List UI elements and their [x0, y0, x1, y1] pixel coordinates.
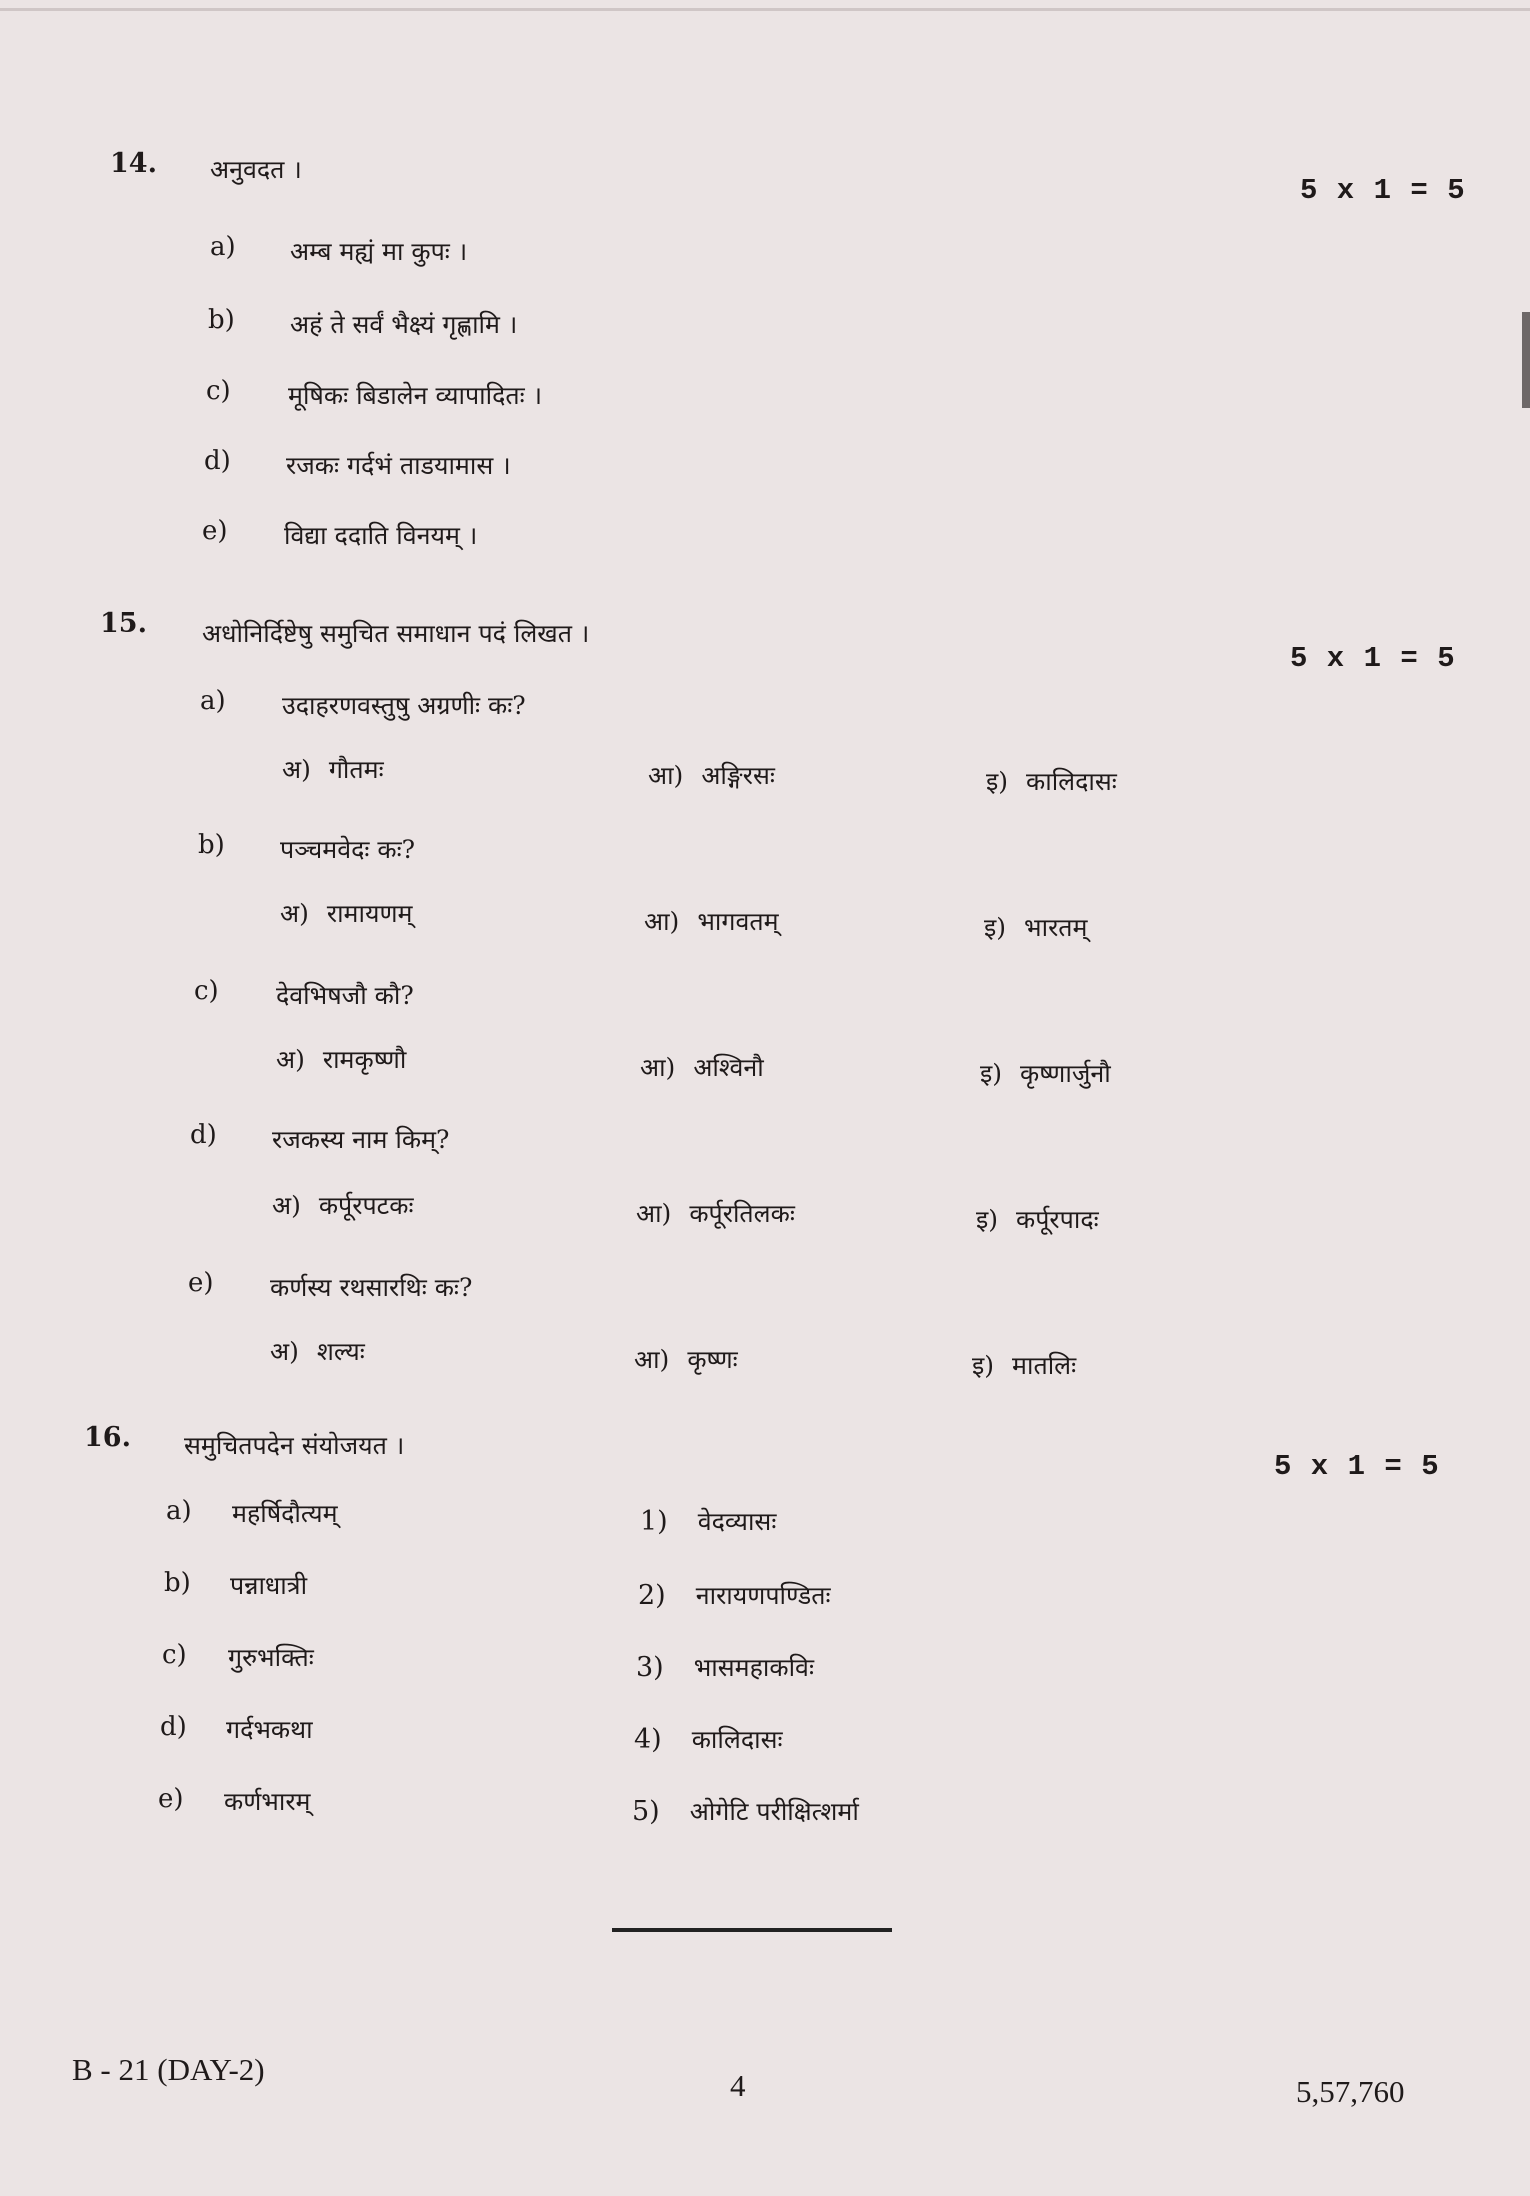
- item-label: d): [190, 1120, 217, 1150]
- option-b: आ) भागवतम्: [644, 907, 779, 936]
- match-left-label: d): [160, 1712, 187, 1742]
- item-question: उदाहरणवस्तुषु अग्रणीः कः?: [282, 691, 526, 720]
- item-label: b): [198, 830, 225, 860]
- item-label: c): [194, 976, 219, 1006]
- print-count: 5,57,760: [1296, 2074, 1405, 2109]
- item-label: b): [208, 305, 235, 335]
- item-text: मूषिकः बिडालेन व्यापादितः ।: [288, 381, 543, 410]
- option-a: अ) रामकृष्णौ: [276, 1045, 407, 1074]
- item-label: e): [188, 1268, 214, 1298]
- item-label: e): [202, 516, 228, 546]
- match-left-label: a): [166, 1496, 192, 1526]
- option-b: आ) अश्विनौ: [640, 1053, 764, 1082]
- match-left-text: कर्णभारम्: [224, 1787, 311, 1816]
- question-number: 15.: [100, 608, 147, 639]
- item-text: विद्या ददाति विनयम् ।: [284, 521, 478, 550]
- question-number: 14.: [110, 148, 157, 179]
- option-a: अ) कर्पूरपटकः: [272, 1191, 414, 1220]
- marks-label: 5 x 1 = 5: [1300, 174, 1466, 207]
- question-instruction: अधोनिर्दिष्टेषु समुचित समाधान पदं लिखत ।: [202, 619, 590, 648]
- match-left-label: c): [162, 1640, 187, 1670]
- end-rule: [612, 1928, 892, 1932]
- match-left-label: b): [164, 1568, 191, 1598]
- item-label: a): [200, 686, 226, 716]
- scan-edge-mark: [1522, 312, 1530, 408]
- item-label: c): [206, 376, 231, 406]
- match-right-item: 3) भासमहाकविः: [636, 1652, 814, 1683]
- option-c: इ) मातलिः: [972, 1351, 1077, 1380]
- question-instruction: अनुवदत ।: [210, 155, 302, 184]
- question-number: 16.: [84, 1422, 131, 1453]
- match-right-item: 4) कालिदासः: [634, 1724, 783, 1755]
- marks-label: 5 x 1 = 5: [1290, 642, 1456, 675]
- match-left-label: e): [158, 1784, 184, 1814]
- option-b: आ) अङ्गिरसः: [648, 761, 775, 790]
- match-right-item: 2) नारायणपण्डितः: [638, 1580, 831, 1611]
- match-right-item: 5) ओगेटि परीक्षित्शर्मा: [632, 1796, 859, 1827]
- marks-label: 5 x 1 = 5: [1274, 1450, 1440, 1483]
- item-question: देवभिषजौ कौ?: [276, 981, 414, 1010]
- match-left-text: पन्नाधात्री: [230, 1571, 308, 1600]
- item-text: अम्ब मह्यं मा कुपः ।: [290, 237, 468, 266]
- item-question: कर्णस्य रथसारथिः कः?: [270, 1273, 473, 1302]
- match-left-text: महर्षिदौत्यम्: [232, 1499, 338, 1528]
- option-c: इ) कालिदासः: [986, 767, 1117, 796]
- question-instruction: समुचितपदेन संयोजयत ।: [184, 1431, 405, 1460]
- item-question: रजकस्य नाम किम्?: [272, 1125, 450, 1154]
- item-label: d): [204, 446, 231, 476]
- page-top-edge: [0, 8, 1530, 11]
- option-a: अ) गौतमः: [282, 755, 384, 784]
- item-label: a): [210, 232, 236, 262]
- option-c: इ) भारतम्: [984, 913, 1088, 942]
- item-question: पञ्चमवेदः कः?: [280, 835, 416, 864]
- option-c: इ) कर्पूरपादः: [976, 1205, 1099, 1234]
- exam-code: B - 21 (DAY-2): [72, 2052, 265, 2087]
- match-left-text: गुरुभक्तिः: [228, 1643, 314, 1672]
- item-text: रजकः गर्दभं ताडयामास ।: [286, 451, 511, 480]
- option-b: आ) कृष्णः: [634, 1345, 738, 1374]
- option-c: इ) कृष्णार्जुनौ: [980, 1059, 1111, 1088]
- match-right-item: 1) वेदव्यासः: [640, 1506, 777, 1537]
- option-b: आ) कर्पूरतिलकः: [636, 1199, 795, 1228]
- item-text: अहं ते सर्वं भैक्ष्यं गृह्णामि ।: [290, 310, 518, 339]
- match-left-text: गर्दभकथा: [226, 1715, 313, 1744]
- page-number: 4: [730, 2068, 746, 2103]
- option-a: अ) रामायणम्: [280, 899, 413, 928]
- option-a: अ) शल्यः: [270, 1337, 365, 1366]
